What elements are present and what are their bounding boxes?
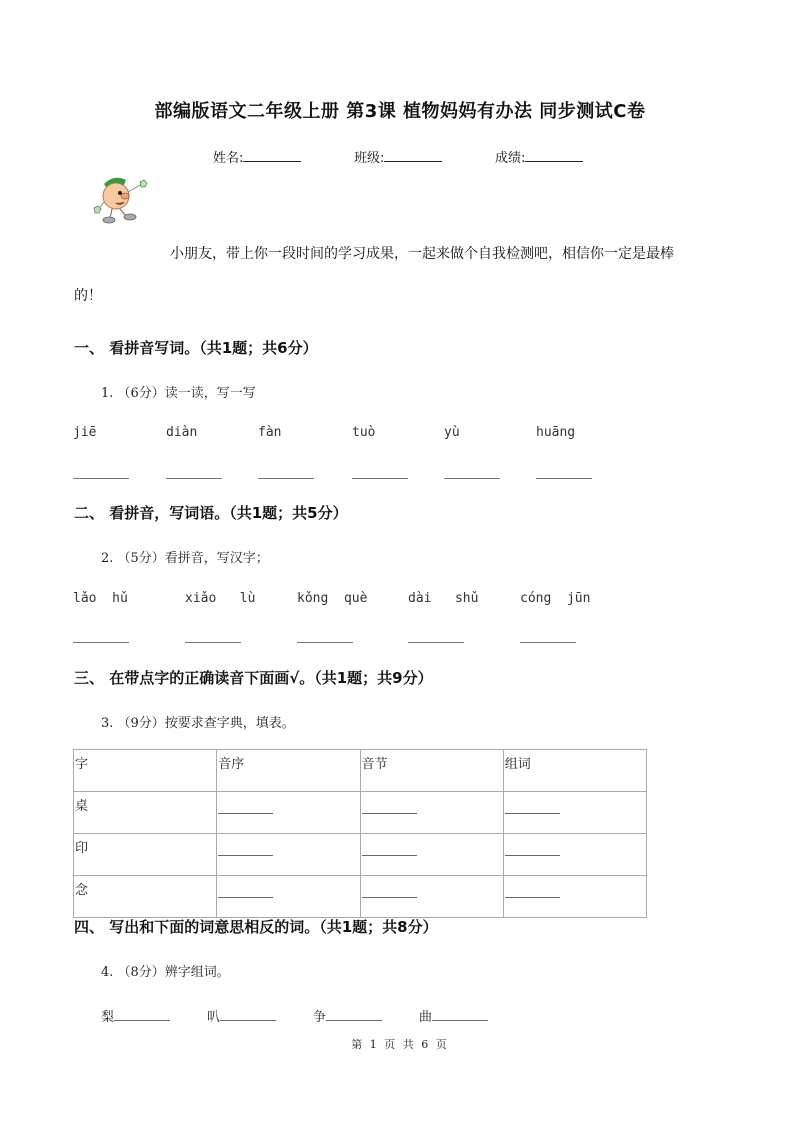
table-cell [360, 834, 503, 876]
question-4: 4. （8分）辨字组词。 [101, 965, 230, 980]
answer-blank[interactable] [326, 1020, 382, 1021]
table-header-row [74, 750, 647, 792]
answer-blank[interactable] [73, 478, 129, 479]
pinyin-item: kǒng què [297, 591, 368, 606]
name-field[interactable] [213, 147, 301, 166]
pinyin-item: diàn [166, 425, 198, 440]
answer-blank[interactable] [444, 478, 500, 479]
table-cell [503, 834, 646, 876]
class-label: 班级: [354, 151, 385, 166]
table-row [74, 792, 647, 834]
table-cell [217, 792, 360, 834]
page-title: 部编版语文二年级上册 第3课 植物妈妈有办法 同步测试C卷 [154, 101, 646, 122]
answer-blank[interactable] [114, 1020, 170, 1021]
char-label: 叭 [207, 1010, 221, 1025]
table-cell [217, 834, 360, 876]
answer-blank[interactable] [258, 478, 314, 479]
table-header: 音序 [217, 750, 360, 792]
table-cell [503, 876, 646, 918]
score-label: 成绩: [495, 151, 526, 166]
section-1-heading: 一、 看拼音写词。（共1题；共6分） [74, 339, 318, 357]
answer-blank[interactable] [218, 897, 273, 898]
pinyin-item: jiē [73, 425, 97, 440]
answer-blank[interactable] [352, 478, 408, 479]
question-2: 2. （5分）看拼音，写汉字； [101, 551, 269, 566]
pinyin-item: xiǎo lù [185, 591, 256, 606]
answer-blank[interactable] [362, 855, 417, 856]
answer-blank[interactable] [218, 813, 273, 814]
pinyin-item: dài shǔ [408, 591, 479, 606]
answer-blank[interactable] [220, 1020, 276, 1021]
question-1: 1. （6分）读一读，写一写 [101, 386, 256, 401]
pinyin-item: cóng jūn [520, 591, 591, 606]
table-header: 组词 [503, 750, 646, 792]
table-row [74, 876, 647, 918]
pinyin-item: fàn [258, 425, 282, 440]
pinyin-item: huāng [536, 425, 576, 440]
table-cell [503, 792, 646, 834]
score-field[interactable] [495, 147, 583, 166]
answer-blank[interactable] [218, 855, 273, 856]
answer-blank[interactable] [520, 642, 576, 643]
answer-blank[interactable] [185, 642, 241, 643]
table-row [74, 834, 647, 876]
question-3: 3. （9分）按要求查字典，填表。 [101, 716, 295, 731]
page-footer: 第 1 页 共 6 页 [351, 1038, 449, 1051]
dictionary-table [73, 749, 647, 918]
table-cell [360, 792, 503, 834]
answer-blank[interactable] [432, 1020, 488, 1021]
intro-line-1: 小朋友，带上你一段时间的学习成果，一起来做个自我检测吧，相信你一定是最棒 [170, 246, 674, 262]
table-header: 音节 [360, 750, 503, 792]
table-header: 字 [74, 750, 217, 792]
table-char: 印 [74, 834, 217, 876]
char-label: 曲 [419, 1010, 433, 1025]
answer-blank[interactable] [408, 642, 464, 643]
answer-blank[interactable] [505, 813, 560, 814]
char-item [207, 1006, 276, 1025]
intro-line-2: 的！ [74, 288, 102, 304]
section-2-heading: 二、 看拼音，写词语。（共1题；共5分） [74, 504, 348, 522]
table-cell [217, 876, 360, 918]
answer-blank[interactable] [166, 478, 222, 479]
cartoon-boy-icon [90, 172, 156, 228]
pinyin-item: yù [444, 425, 460, 440]
score-blank[interactable] [525, 161, 583, 162]
pinyin-item: tuò [352, 425, 376, 440]
table-char: 桌 [74, 792, 217, 834]
class-blank[interactable] [384, 161, 442, 162]
char-item [419, 1006, 488, 1025]
table-char: 念 [74, 876, 217, 918]
name-label: 姓名: [213, 151, 244, 166]
answer-blank[interactable] [362, 897, 417, 898]
answer-blank[interactable] [536, 478, 592, 479]
table-cell [360, 876, 503, 918]
char-item [101, 1006, 170, 1025]
answer-blank[interactable] [362, 813, 417, 814]
answer-blank[interactable] [297, 642, 353, 643]
pinyin-item: lǎo hǔ [73, 591, 128, 606]
char-label: 梨 [101, 1010, 115, 1025]
name-blank[interactable] [243, 161, 301, 162]
char-label: 争 [313, 1010, 327, 1025]
answer-blank[interactable] [73, 642, 129, 643]
answer-blank[interactable] [505, 855, 560, 856]
char-item [313, 1006, 382, 1025]
answer-blank[interactable] [505, 897, 560, 898]
class-field[interactable] [354, 147, 442, 166]
section-4-heading: 四、 写出和下面的词意思相反的词。（共1题；共8分） [74, 918, 438, 936]
section-3-heading: 三、 在带点字的正确读音下面画√。（共1题；共9分） [74, 669, 433, 687]
